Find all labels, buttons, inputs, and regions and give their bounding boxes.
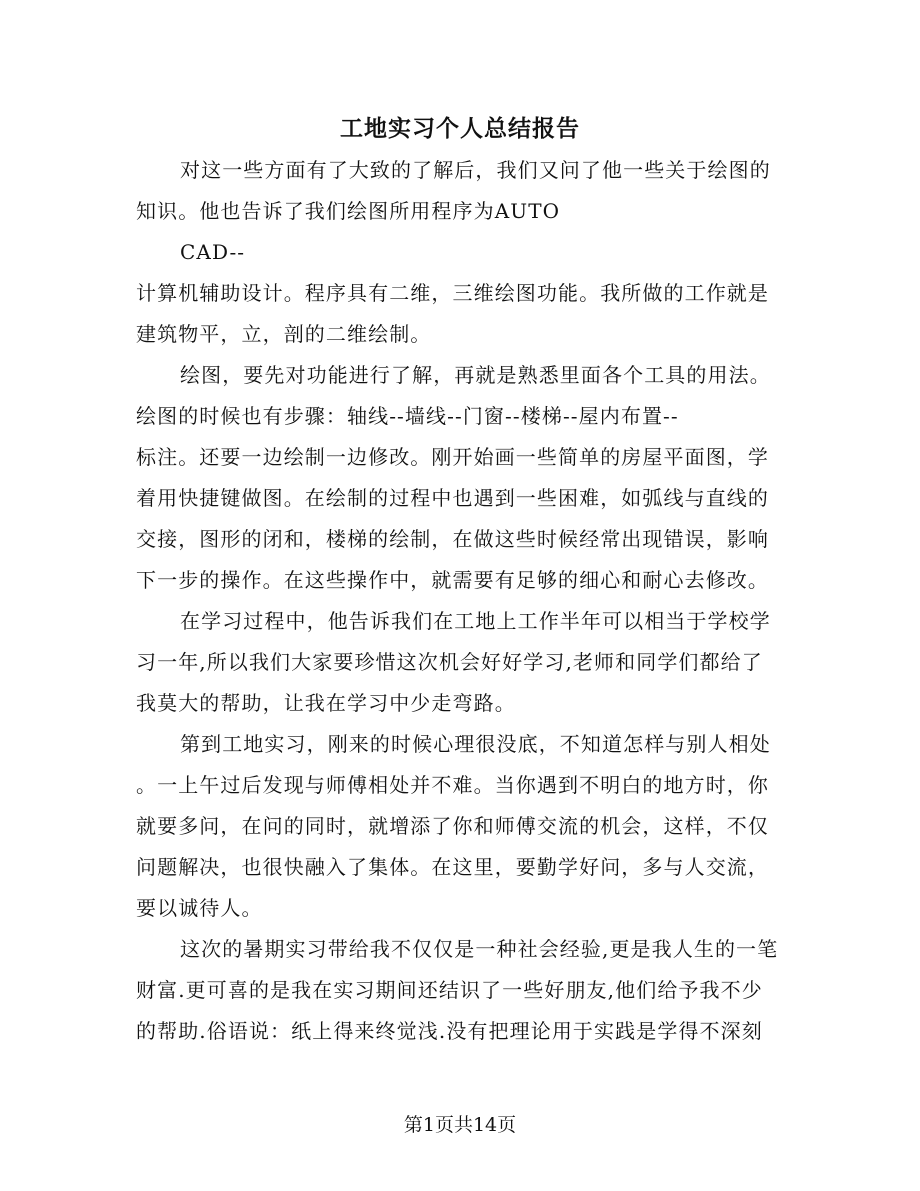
body-text-line: 的帮助.俗语说：纸上得来终觉浅.没有把理论用于实践是学得不深刻 [136, 1019, 763, 1043]
body-text-line: 下一步的操作。在这些操作中，就需要有足够的细心和耐心去修改。 [136, 568, 769, 592]
body-text-line: 第到工地实习，刚来的时候心理很没底，不知道怎样与别人相处 [180, 732, 771, 756]
body-text-line: 要以诚待人。 [136, 896, 263, 920]
body-text-line: 对这一些方面有了大致的了解后，我们又问了他一些关于绘图的 [180, 158, 771, 182]
body-text-line: 标注。还要一边绘制一边修改。刚开始画一些简单的房屋平面图，学 [136, 445, 769, 469]
body-text-line: 计算机辅助设计。程序具有二维，三维绘图功能。我所做的工作就是 [136, 281, 769, 305]
body-text-line: 知识。他也告诉了我们绘图所用程序为AUTO [136, 199, 561, 223]
page-number-footer: 第1页共14页 [403, 1114, 517, 1136]
document-title: 工地实习个人总结报告 [340, 115, 580, 142]
body-text-line: 绘图的时候也有步骤：轴线--墙线--门窗--楼梯--屋内布置-- [136, 404, 679, 428]
body-text-line: 绘图，要先对功能进行了解，再就是熟悉里面各个工具的用法。 [180, 363, 771, 387]
body-text-line: 交接，图形的闭和，楼梯的绘制，在做这些时候经常出现错误，影响 [136, 527, 769, 551]
body-text-line: 。一上午过后发现与师傅相处并不难。当你遇到不明白的地方时，你 [136, 773, 769, 797]
body-text-line: 问题解决，也很快融入了集体。在这里，要勤学好问，多与人交流， [136, 855, 769, 879]
body-text-line: 习一年,所以我们大家要珍惜这次机会好好学习,老师和同学们都给了 [136, 650, 763, 674]
body-text-line: 着用快捷键做图。在绘制的过程中也遇到一些困难，如弧线与直线的 [136, 486, 769, 510]
body-text-line: 建筑物平，立，剖的二维绘制。 [136, 322, 432, 346]
document-body [136, 150, 786, 1052]
body-text-line: 在学习过程中，他告诉我们在工地上工作半年可以相当于学校学 [180, 609, 771, 633]
body-text-line: 就要多问，在问的同时，就增添了你和师傅交流的机会，这样，不仅 [136, 814, 769, 838]
body-text-line: 财富.更可喜的是我在实习期间还结识了一些好朋友,他们给予我不少 [136, 978, 763, 1002]
body-text-line: 这次的暑期实习带给我不仅仅是一种社会经验,更是我人生的一笔 [180, 937, 779, 961]
body-text-line: CAD-- [180, 240, 246, 264]
body-text-line: 我莫大的帮助，让我在学习中少走弯路。 [136, 691, 516, 715]
